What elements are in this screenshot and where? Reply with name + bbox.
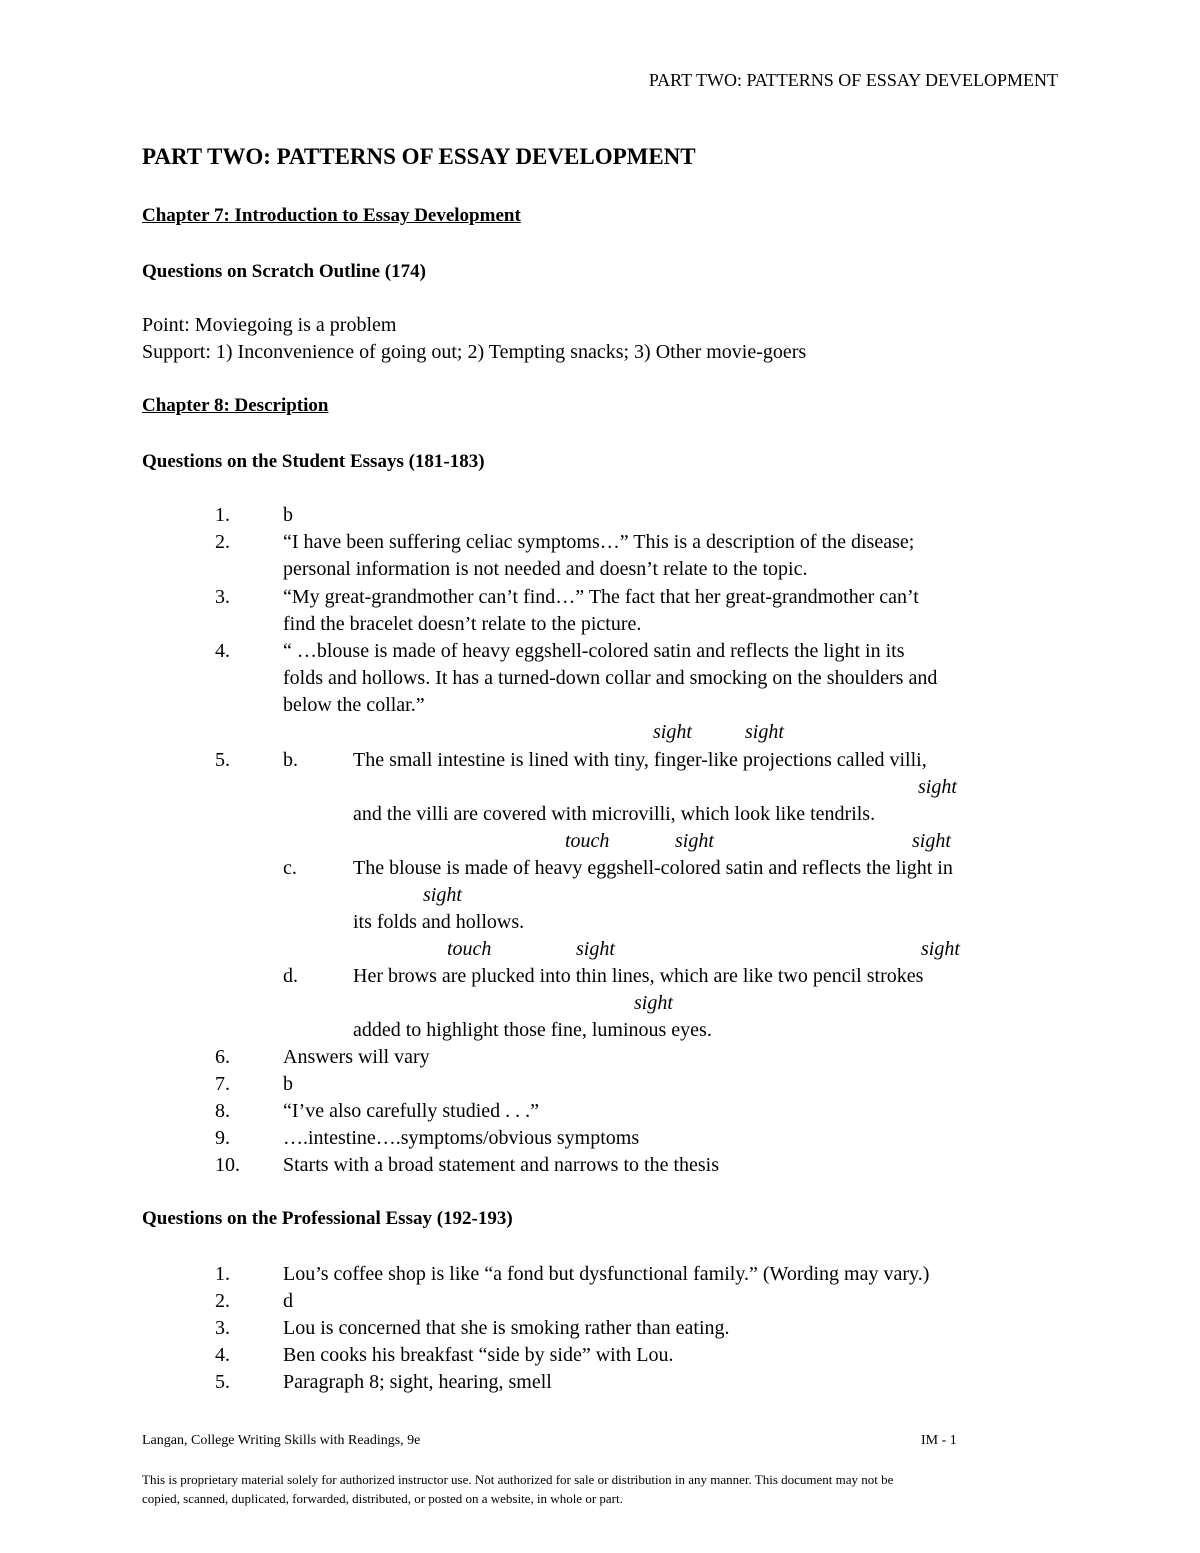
answer-text: Answers will vary: [283, 1046, 430, 1068]
footer-citation: Langan, College Writing Skills with Readings, 9e: [142, 1433, 421, 1448]
page-title: PART TWO: PATTERNS OF ESSAY DEVELOPMENT: [142, 144, 696, 169]
sense-label: sight: [918, 776, 957, 798]
answer-text: Lou’s coffee shop is like “a fond but dysfunctional family.” (Wording may vary.): [283, 1263, 930, 1285]
list-number: 5.: [215, 1371, 230, 1393]
list-number: 7.: [215, 1073, 230, 1095]
professional-essay-heading: Questions on the Professional Essay (192-193): [142, 1208, 513, 1229]
answer-text: its folds and hollows.: [353, 911, 525, 933]
answer-text: Starts with a broad statement and narrows to the thesis: [283, 1154, 720, 1176]
list-number: 4.: [215, 640, 230, 662]
answer-text: “I’ve also carefully studied . . .”: [283, 1100, 540, 1122]
page-number: IM - 1: [921, 1433, 957, 1448]
list-number: 2.: [215, 1290, 230, 1312]
sense-label: sight: [921, 938, 960, 960]
answer-text: folds and hollows. It has a turned-down collar and smocking on the shoulders and: [283, 667, 938, 689]
list-number: 4.: [215, 1344, 230, 1366]
answer-text: Her brows are plucked into thin lines, which are like two pencil strokes: [353, 965, 924, 987]
list-number: 3.: [215, 586, 230, 608]
answer-text: below the collar.”: [283, 694, 425, 716]
list-number: 6.: [215, 1046, 230, 1068]
sense-label: touch: [447, 938, 492, 960]
chapter-7-heading: Chapter 7: Introduction to Essay Development: [142, 205, 521, 226]
list-number: 3.: [215, 1317, 230, 1339]
list-number: 2.: [215, 531, 230, 553]
answer-text: b: [283, 504, 293, 526]
running-head: PART TWO: PATTERNS OF ESSAY DEVELOPMENT: [648, 70, 1058, 90]
answer-text: and the villi are covered with microvilli, which look like tendrils.: [353, 803, 876, 825]
answer-text: added to highlight those fine, luminous eyes.: [353, 1019, 712, 1041]
answer-text: d: [283, 1290, 293, 1312]
list-number: 8.: [215, 1100, 230, 1122]
student-essays-heading: Questions on the Student Essays (181-183): [142, 451, 485, 472]
list-number: 1.: [215, 1263, 230, 1285]
disclaimer-line: copied, scanned, duplicated, forwarded, distributed, or posted on a website, in whole or part.: [142, 1491, 623, 1506]
answer-text: Lou is concerned that she is smoking rather than eating.: [283, 1317, 730, 1339]
sub-letter: d.: [283, 965, 298, 987]
sense-label: touch: [565, 830, 610, 852]
sense-label: sight: [912, 830, 951, 852]
list-number: 1.: [215, 504, 230, 526]
answer-text: Ben cooks his breakfast “side by side” with Lou.: [283, 1344, 674, 1366]
answer-text: The small intestine is lined with tiny, finger-like projections called villi,: [353, 749, 927, 771]
answer-text: b: [283, 1073, 293, 1095]
answer-text: “ …blouse is made of heavy eggshell-colored satin and reflects the light in its: [283, 640, 905, 662]
sense-label: sight: [745, 721, 784, 743]
chapter-8-heading: Chapter 8: Description: [142, 395, 329, 416]
list-number: 10.: [215, 1154, 240, 1176]
outline-support: Support: 1) Inconvenience of going out; 2) Tempting snacks; 3) Other movie-goers: [142, 341, 807, 363]
sense-label: sight: [653, 721, 692, 743]
answer-text: personal information is not needed and doesn’t relate to the topic.: [283, 558, 808, 580]
sense-label: sight: [423, 884, 462, 906]
disclaimer-line: This is proprietary material solely for authorized instructor use. Not authorized for sale or distribution in any manner. This document may not be: [142, 1472, 894, 1487]
answer-text: “I have been suffering celiac symptoms…” This is a description of the disease;: [283, 531, 915, 553]
disclaimer: [142, 1470, 893, 1508]
answer-text: “My great-grandmother can’t find…” The fact that her great-grandmother can’t: [283, 586, 919, 608]
answer-text: find the bracelet doesn’t relate to the picture.: [283, 613, 642, 635]
sense-label: sight: [576, 938, 615, 960]
sub-letter: b.: [283, 749, 298, 771]
answer-text: The blouse is made of heavy eggshell-colored satin and reflects the light in: [353, 857, 953, 879]
sub-letter: c.: [283, 857, 297, 879]
scratch-outline-heading: Questions on Scratch Outline (174): [142, 261, 426, 282]
outline-point: Point: Moviegoing is a problem: [142, 314, 397, 336]
answer-text: Paragraph 8; sight, hearing, smell: [283, 1371, 552, 1393]
answer-text: ….intestine….symptoms/obvious symptoms: [283, 1127, 640, 1149]
list-number: 5.: [215, 749, 230, 771]
sense-label: sight: [675, 830, 714, 852]
sense-label: sight: [634, 992, 673, 1014]
list-number: 9.: [215, 1127, 230, 1149]
